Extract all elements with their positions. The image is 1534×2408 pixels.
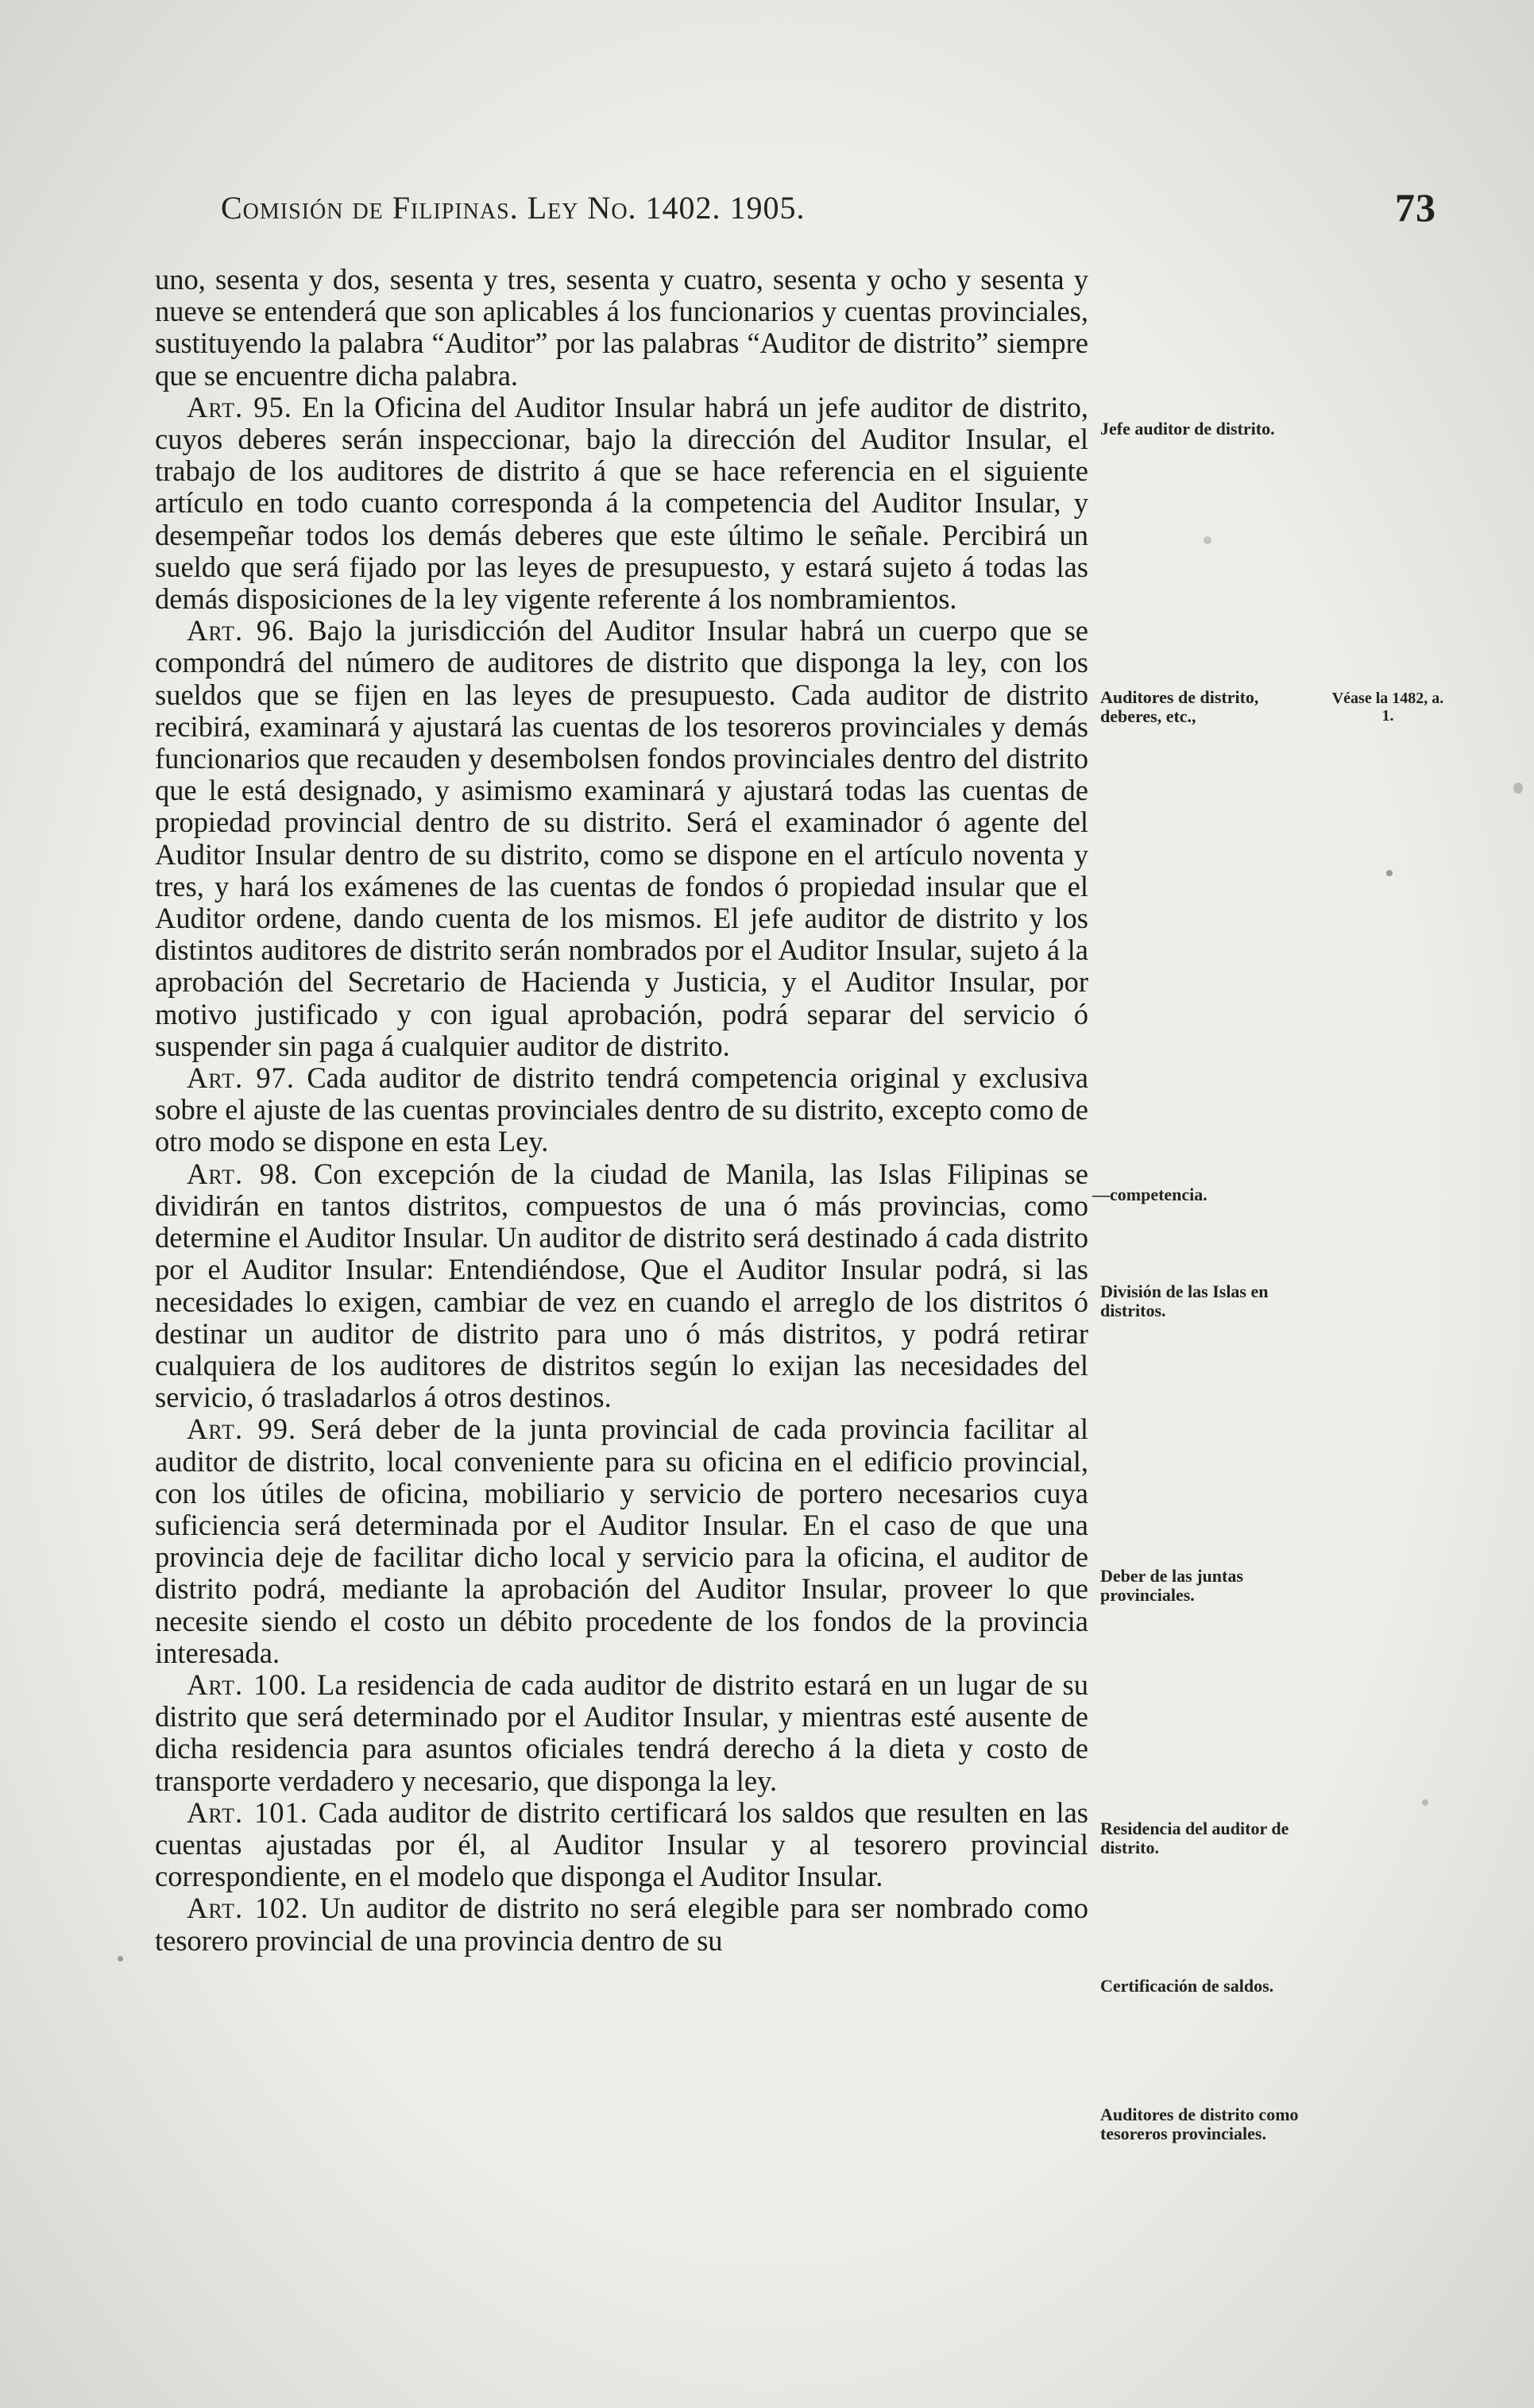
article-96 [155,615,1088,1062]
scan-speck [1422,1799,1428,1806]
margin-note-jefe-auditor: Jefe auditor de distrito. [1100,419,1275,439]
page-number: 73 [1395,185,1436,230]
scan-speck [1513,783,1523,794]
article-label: Art. 96. [187,614,296,647]
scan-speck [118,1956,123,1962]
paragraph-text: Con excepción de la ciudad de Manila, las Islas Filipinas se dividirán en tantos distritos, compuestos de una ó más provincias, como determine el Auditor Insular. Un auditor de distrito será destinado á cada distrito por el Auditor Insular: Entendiéndose, Que el Auditor Insular podrá, si las necesidades lo exigen, cambiar de vez en cuando el arreglo de los distritos ó destinar un auditor de distrito para uno ó más distritos, y podrá retirar cualquiera de los auditores de distritos según lo exijan las necesidades del servicio, ó trasladarlos á otros destinos. [155,1157,1088,1414]
running-title: Comisión de Filipinas. Ley No. 1402. 1905. [221,190,806,226]
paragraph-text: La residencia de cada auditor de distrito estará en un lugar de su distrito que será determinado por el Auditor Insular, y mientras esté ausente de dicha residencia para asuntos oficiales tendrá derecho á la dieta y costo de transporte verdadero y necesario, que disponga la ley. [155,1668,1089,1797]
article-100 [155,1669,1088,1797]
paragraph-continuation [155,264,1088,392]
scan-speck [1204,536,1211,544]
article-101 [155,1797,1088,1893]
margin-note-residencia: Residencia del auditor de distrito. [1100,1819,1289,1857]
paragraph-text: En la Oficina del Auditor Insular habrá un jefe auditor de distrito, cuyos deberes serán inspeccionar, bajo la dirección del Auditor Insular, el trabajo de los auditores de distrito á que se hace referencia en el siguiente artículo en todo cuanto corresponda á la competencia del Auditor Insular, y desempeñar todos los demás deberes que este último le señale. Percibirá un sueldo que será fijado por las leyes de presupuesto, y estará sujeto á todas las demás disposiciones de la ley vigente referente á los nombramientos. [155,390,1089,616]
margin-note-tesoreros: Auditores de distrito como tesoreros provinciales. [1100,2105,1299,2143]
article-95 [155,392,1088,615]
body-text [155,264,1088,1957]
article-label: Art. 101. [187,1795,308,1829]
margin-note-certificacion: Certificación de saldos. [1100,1976,1274,1996]
article-label: Art. 102. [187,1892,309,1925]
margin-note-competencia: —competencia. [1092,1185,1207,1204]
paragraph-text: Cada auditor de distrito certificará los saldos que resulten en las cuentas ajustadas por él, al Auditor Insular y al tesorero provincial correspondiente, en el modelo que disponga el Auditor Insular. [155,1795,1088,1893]
page-header [221,185,1436,237]
margin-note-auditores-deberes: Auditores de distrito, deberes, etc., [1100,687,1259,726]
margin-note-deber-juntas: Deber de las juntas provinciales. [1100,1566,1243,1605]
scan-speck [1386,870,1393,876]
paragraph-text: Un auditor de distrito no será elegible para ser nombrado como tesorero provincial de una provincia dentro de su [155,1892,1088,1957]
cross-reference-note: Véase la 1482, a. 1. [1331,690,1444,725]
margin-note-division-islas: División de las Islas en distritos. [1100,1281,1269,1320]
article-label: Art. 98. [187,1157,299,1190]
article-98 [155,1158,1088,1414]
paragraph-text: Cada auditor de distrito tendrá competencia original y exclusiva sobre el ajuste de las cuentas provinciales dentro de su distrito, excepto como de otro modo se dispone en esta Ley. [155,1061,1088,1158]
article-97 [155,1062,1088,1158]
article-label: Art. 100. [187,1668,308,1701]
article-99 [155,1413,1088,1669]
article-label: Art. 99. [187,1413,297,1446]
paragraph-text: Será deber de la junta provincial de cada provincia facilitar al auditor de distrito, local conveniente para su oficina en el edificio provincial, con los útiles de oficina, mobiliario y servicio de portero necesarios cuya suficiencia será determinada por el Auditor Insular. En el caso de que una provincia deje de facilitar dicho local y servicio para la oficina, el auditor de distrito podrá, mediante la aprobación del Auditor Insular, proveer lo que necesite siendo el costo un débito procedente de los fondos de la provincia interesada. [155,1413,1089,1669]
paragraph-text: uno, sesenta y dos, sesenta y tres, sesenta y cuatro, sesenta y ocho y sesenta y nueve se entenderá que son aplicables á los funcionarios y cuentas provinciales, sustituyendo la palabra “Auditor” por las palabras “Auditor de distrito” siempre que se encuentre dicha palabra. [155,263,1088,392]
article-label: Art. 97. [187,1061,296,1095]
article-102 [155,1892,1088,1956]
paragraph-text: Bajo la jurisdicción del Auditor Insular habrá un cuerpo que se compondrá del número de auditores de distrito que disponga la ley, con los sueldos que se fijen en las leyes de presupuesto. Cada auditor de distrito recibirá, examinará y ajustará las cuentas de los tesoreros provinciales y demás funcionarios que recauden y desembolsen fondos provinciales dentro del distrito que le está designado, y asimismo examinará y ajustará todas las cuentas de propiedad provincial dentro de su distrito. Será el examinador ó agente del Auditor Insular dentro de su distrito, como se dispone en el artículo noventa y tres, y hará los exámenes de las cuentas de fondos ó propiedad insular que el Auditor ordene, dando cuenta de los mismos. El jefe auditor de distrito y los distintos auditores de distrito serán nombrados por el Auditor Insular, sujeto á la aprobación del Secretario de Hacienda y Justicia, y el Auditor Insular, por motivo justificado y con igual aprobación, podrá separar del servicio ó suspender sin paga á cualquier auditor de distrito. [155,614,1089,1062]
article-label: Art. 95. [187,390,292,423]
